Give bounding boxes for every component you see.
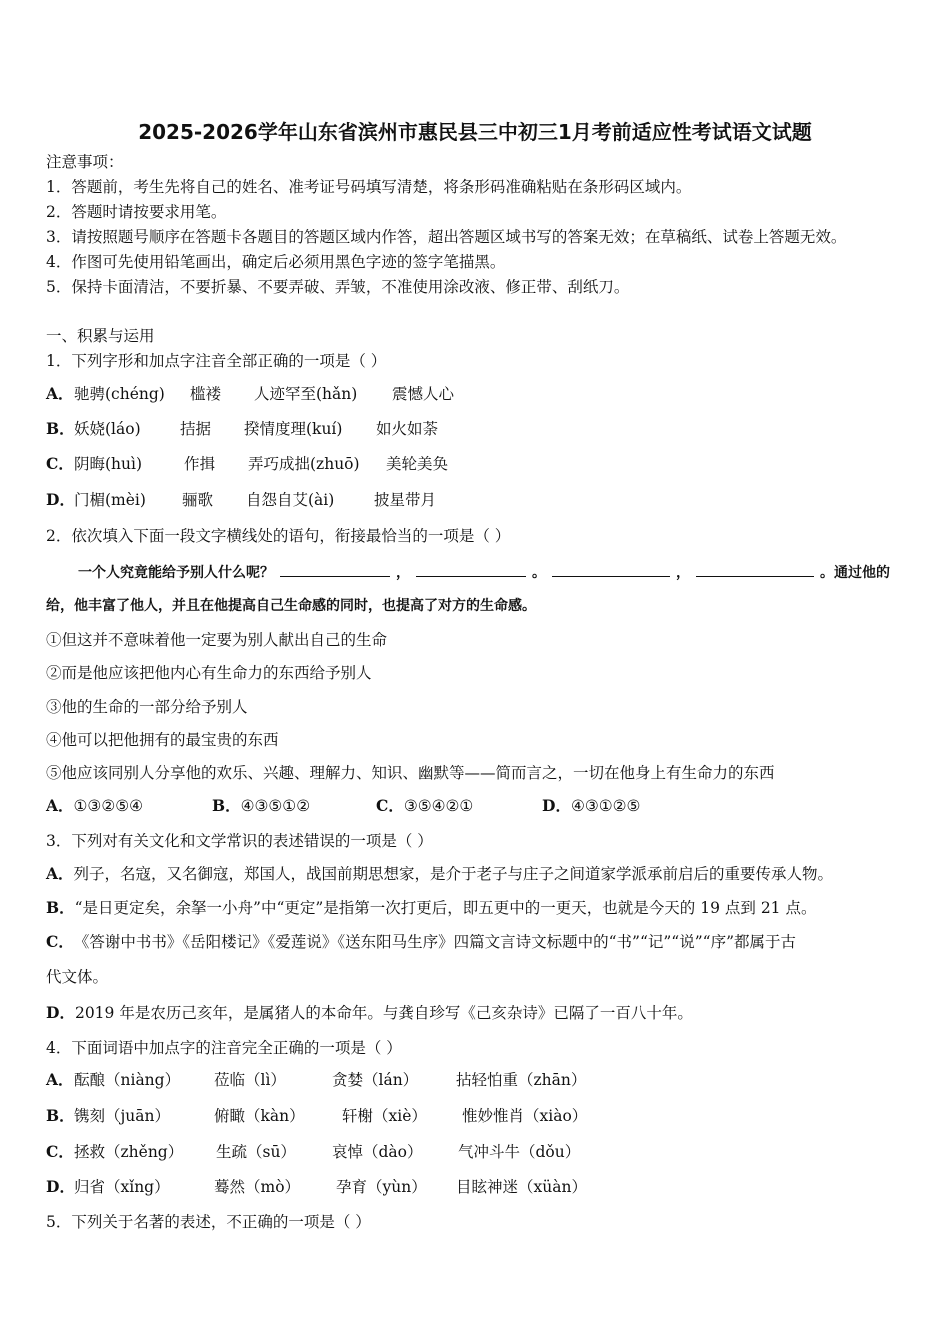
- option-label: B．: [46, 419, 75, 438]
- q4-option-d: [46, 1178, 910, 1197]
- q3-option-c-cont: [46, 968, 910, 987]
- option-label: D．: [542, 796, 571, 815]
- q3-option-b: [46, 899, 910, 918]
- q2-sentence: ②而是他应该把他内心有生命力的东西给予别人: [46, 664, 372, 682]
- q1-option-a: [46, 385, 910, 404]
- option-label: D．: [46, 1003, 75, 1022]
- option-item: 气冲斗牛（dǒu）: [458, 1143, 581, 1161]
- option-text: 2019 年是农历己亥年，是属猪人的本命年。与龚自珍写《己亥杂诗》已隔了一百八十年。: [74, 1004, 693, 1022]
- option-item: 阴晦(huì): [74, 455, 143, 473]
- option-label: B．: [46, 1106, 75, 1125]
- option-label: B．: [46, 898, 75, 917]
- option-label: A．: [46, 1070, 74, 1089]
- option-item: 目眩神迷（xüàn）: [456, 1178, 587, 1196]
- q2-passage-line1: 一个人究竟能给予别人什么呢？ ， 。 ， 。通过他的: [78, 562, 910, 582]
- notice-item: 4．作图可先使用铅笔画出，确定后必须用黑色字迹的签字笔描黑。: [46, 253, 506, 271]
- option-text: “是日更定矣，余拏一小舟”中“更定”是指第一次打更后，即五更中的一更天，也就是今天的 19 点到 21 点。: [74, 899, 817, 917]
- option-label: C．: [46, 454, 74, 473]
- q1-option-b: [46, 420, 910, 439]
- section-heading: 一、积累与运用: [46, 327, 155, 345]
- option-item: 俯瞰（kàn）: [214, 1107, 305, 1125]
- option-item: 归省（xǐng）: [74, 1178, 170, 1196]
- q4-option-a: [46, 1071, 910, 1090]
- option-item: 槛褛: [190, 385, 222, 403]
- option-label: D．: [46, 1177, 75, 1196]
- q2-sentence: ①但这并不意味着他一定要为别人献出自己的生命: [46, 631, 388, 649]
- option-item: 镌刻（juān）: [74, 1107, 171, 1125]
- option-label: C．: [46, 1142, 74, 1161]
- q2-sentence: ⑤他应该同别人分享他的欢乐、兴趣、理解力、知识、幽默等——简而言之，一切在他身上有生命力的东西: [46, 764, 775, 782]
- option-item: 骊歌: [182, 491, 214, 509]
- option-item: 哀悼（dào）: [332, 1143, 423, 1161]
- option-item: 人迹罕至(hǎn): [254, 385, 358, 403]
- option-item: 蓦然（mò）: [214, 1178, 301, 1196]
- option-label: C．: [376, 796, 404, 815]
- option-item: 驰骋(chéng): [74, 385, 165, 403]
- option-text: ③⑤④②①: [403, 797, 474, 815]
- option-item: 惟妙惟肖（xiào）: [462, 1107, 588, 1125]
- q2-sentence: ④他可以把他拥有的最宝贵的东西: [46, 731, 279, 749]
- option-text: ④③①②⑤: [570, 797, 641, 815]
- option-label: D．: [46, 490, 75, 509]
- notice-item: 2．答题时请按要求用笔。: [46, 203, 227, 221]
- option-label: A．: [46, 864, 74, 883]
- option-label: A．: [46, 796, 74, 815]
- blank-3: [552, 562, 670, 577]
- page-title: 2025-2026学年山东省滨州市惠民县三中初三1月考前适应性考试语文试题: [138, 120, 812, 144]
- q3-option-c: [46, 933, 910, 952]
- option-item: 妖娆(láo): [74, 420, 141, 438]
- option-item: 莅临（lì）: [214, 1071, 286, 1089]
- option-item: 贪婪（lán）: [332, 1071, 419, 1089]
- option-item: 披星带月: [374, 491, 437, 509]
- option-text: 《答谢中书书》《岳阳楼记》《爱莲说》《送东阳马生序》四篇文言诗文标题中的“书”“记”“说”“序”都属于古: [73, 933, 796, 951]
- option-item: 揆情度理(kuí): [244, 420, 343, 438]
- passage-start: 一个人究竟能给予别人什么呢？: [78, 565, 274, 581]
- q2-passage-line2: 给，他丰富了他人，并且在他提高自己生命感的同时，也提高了对方的生命感。: [46, 598, 536, 614]
- option-item: 孕育（yùn）: [336, 1178, 427, 1196]
- option-text: ④③⑤①②: [240, 797, 311, 815]
- q3-option-a: [46, 865, 910, 884]
- option-item: 轩榭（xiè）: [342, 1107, 427, 1125]
- blank-4: [696, 562, 814, 577]
- question-2-stem: 2．依次填入下面一段文字横线处的语句，衔接最恰当的一项是（ ）: [46, 527, 511, 545]
- option-text: 代文体。: [46, 968, 109, 986]
- blank-1: [280, 562, 390, 577]
- option-item: 弄巧成拙(zhuō): [248, 455, 360, 473]
- question-4-stem: 4．下面词语中加点字的注音完全正确的一项是（ ）: [46, 1039, 402, 1057]
- notice-item: 1．答题前，考生先将自己的姓名、准考证号码填写清楚，将条形码准确粘贴在条形码区域内。: [46, 178, 692, 196]
- notice-item: 5．保持卡面清洁，不要折暴、不要弄破、弄皱，不准使用涂改液、修正带、刮纸刀。: [46, 278, 630, 296]
- option-item: 美轮美奂: [386, 455, 449, 473]
- question-3-stem: 3．下列对有关文化和文学常识的表述错误的一项是（ ）: [46, 832, 433, 850]
- option-item: 作揖: [184, 455, 216, 473]
- option-item: 拮据: [180, 420, 212, 438]
- option-item: 门楣(mèi): [74, 491, 146, 509]
- option-item: 生疏（sū）: [216, 1143, 296, 1161]
- notice-item: 3．请按照题号顺序在答题卡各题目的答题区域内作答，超出答题区域书写的答案无效；在草稿纸、试卷上答题无效。: [46, 228, 847, 246]
- option-item: 如火如荼: [376, 420, 439, 438]
- option-item: 拯救（zhěng）: [74, 1143, 184, 1161]
- option-label: A．: [46, 384, 74, 403]
- q2-sentence: ③他的生命的一部分给予别人: [46, 698, 248, 716]
- option-text: ①③②⑤④: [73, 797, 144, 815]
- option-item: 酝酿（niàng）: [74, 1071, 181, 1089]
- q1-option-c: [46, 455, 910, 474]
- question-1-stem: 1．下列字形和加点字注音全部正确的一项是（ ）: [46, 352, 387, 370]
- option-label: B．: [212, 796, 241, 815]
- blank-2: [416, 562, 526, 577]
- option-item: 自怨自艾(ài): [246, 491, 335, 509]
- option-item: 震憾人心: [392, 385, 455, 403]
- q3-option-d: [46, 1004, 910, 1023]
- option-text: 列子，名寇，又名御寇，郑国人，战国前期思想家，是介于老子与庄子之间道家学派承前启后的重要传承人物。: [73, 865, 834, 883]
- question-5-stem: 5．下列关于名著的表述，不正确的一项是（ ）: [46, 1213, 371, 1231]
- option-label: C．: [46, 932, 74, 951]
- q4-option-b: [46, 1107, 910, 1126]
- notice-heading: 注意事项：: [46, 153, 124, 171]
- passage-end: 。通过他的: [820, 565, 890, 581]
- option-item: 拈轻怕重（zhān）: [456, 1071, 587, 1089]
- q4-option-c: [46, 1143, 910, 1162]
- q1-option-d: [46, 491, 910, 510]
